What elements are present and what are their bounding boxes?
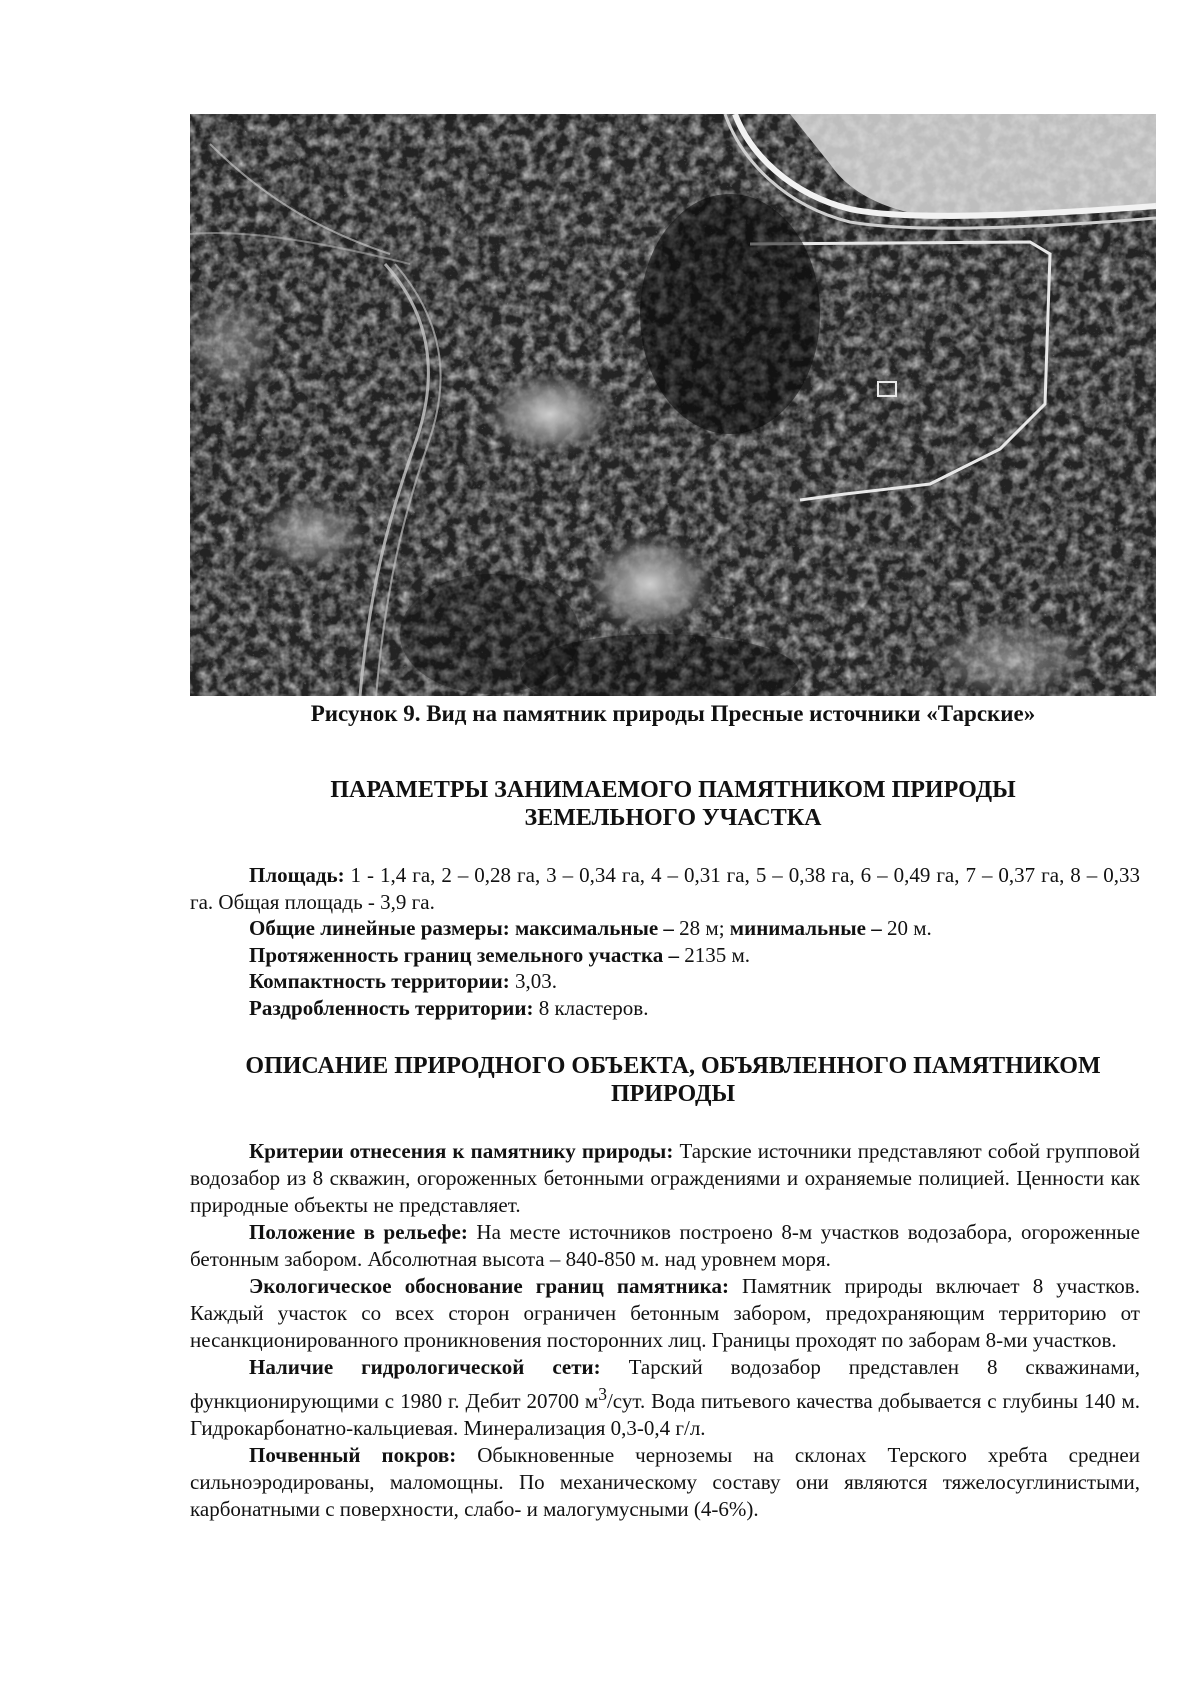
area-value: 1 - 1,4 га, 2 – 0,28 га, 3 – 0,34 га, 4 – 0,31 га, 5 – 0,38 га, 6 – 0,49 га, 7 – 0,37 га, 8 – 0,33 га. Общая площадь - 3,9 га.	[190, 863, 1140, 914]
fragmentation-value: 8 кластеров.	[533, 995, 649, 1020]
linear-size-min: 20 м.	[881, 916, 932, 940]
soil-paragraph	[190, 1442, 1140, 1523]
aerial-photo	[190, 114, 1156, 696]
parameters-block	[190, 862, 1140, 1021]
soil-label: Почвенный покров:	[249, 1443, 457, 1467]
relief-paragraph	[190, 1219, 1140, 1273]
hydrology-paragraph	[190, 1354, 1140, 1442]
section-title-line: ЗЕМЕЛЬНОГО УЧАСТКА	[524, 805, 822, 831]
eco-boundaries-paragraph	[190, 1273, 1140, 1354]
linear-size-label: Общие линейные размеры: максимальные –	[249, 916, 674, 940]
eco-boundaries-label: Экологическое обоснование границ памятника:	[249, 1274, 729, 1298]
hydrology-text-a: Тарский водозабор представлен 8 скважинами, функционирующими с 1980 г. Дебит 20700 м	[190, 1355, 1140, 1413]
border-length-paragraph	[190, 942, 1140, 969]
border-length-value: 2135 м.	[679, 942, 751, 967]
section-title-line: ОПИСАНИЕ ПРИРОДНОГО ОБЪЕКТА, ОБЪЯВЛЕННОГО ПАМЯТНИКОМ	[245, 1053, 1101, 1079]
fragmentation-paragraph	[190, 995, 1140, 1022]
criteria-paragraph	[190, 1138, 1140, 1219]
description-block	[190, 1138, 1140, 1523]
compactness-label: Компактность территории:	[249, 969, 510, 993]
hydrology-text-b: /сут. Вода питьевого качества добывается с глубины 140 м. Гидрокарбонатно-кальциевая. Минерализация 0,3-0,4 г/л.	[190, 1389, 1141, 1440]
eco-boundaries-text: Памятник природы включает 8 участков. Каждый участок со всех сторон ограничен бетонным забором, предохраняющим территорию от несанкционированного проникновения посторонних лиц. Границы проходят по заборам 8-ми участков.	[190, 1274, 1140, 1352]
area-label: Площадь:	[249, 863, 345, 887]
section-title-parameters	[190, 776, 1156, 832]
criteria-text: Тарские источники представляют собой групповой водозабор из 8 скважин, огороженных бетонными ограждениями и охраняемые полицией. Ценности как природные объекты не представляет.	[190, 1139, 1141, 1217]
section-title-line: ПРИРОДЫ	[610, 1081, 736, 1107]
hydrology-label: Наличие гидрологической сети:	[249, 1355, 601, 1379]
figure-caption: Рисунок 9. Вид на памятник природы Пресные источники «Тарские»	[310, 701, 1036, 726]
section-title-description	[190, 1052, 1156, 1108]
aerial-photo-image	[190, 114, 1156, 696]
linear-size-min-label: минимальные –	[729, 916, 882, 940]
relief-label: Положение в рельефе:	[249, 1220, 468, 1244]
linear-size-paragraph	[190, 915, 1140, 942]
hydrology-superscript: 3	[598, 1384, 607, 1404]
fragmentation-label: Раздробленность территории:	[249, 995, 534, 1020]
soil-text: Обыкновенные черноземы на склонах Терского хребта среднеи сильноэродированы, маломощны. По механическому составу они являются тяжелосуглинистыми, карбонатными с поверхности, слабо- и малогумусными (4-6%).	[190, 1443, 1140, 1521]
section-title-line: ПАРАМЕТРЫ ЗАНИМАЕМОГО ПАМЯТНИКОМ ПРИРОДЫ	[330, 777, 1016, 803]
compactness-paragraph	[190, 968, 1140, 995]
area-paragraph	[190, 862, 1140, 915]
relief-text: На месте источников построено 8-м участков водозабора, огороженные бетонным забором. Абсолютная высота – 840-850 м. над уровнем моря.	[190, 1220, 1140, 1271]
criteria-label: Критерии отнесения к памятнику природы:	[249, 1139, 674, 1163]
border-length-label: Протяженность границ земельного участка –	[249, 942, 680, 967]
linear-size-max: 28 м;	[673, 916, 730, 940]
compactness-value: 3,03.	[509, 969, 557, 993]
